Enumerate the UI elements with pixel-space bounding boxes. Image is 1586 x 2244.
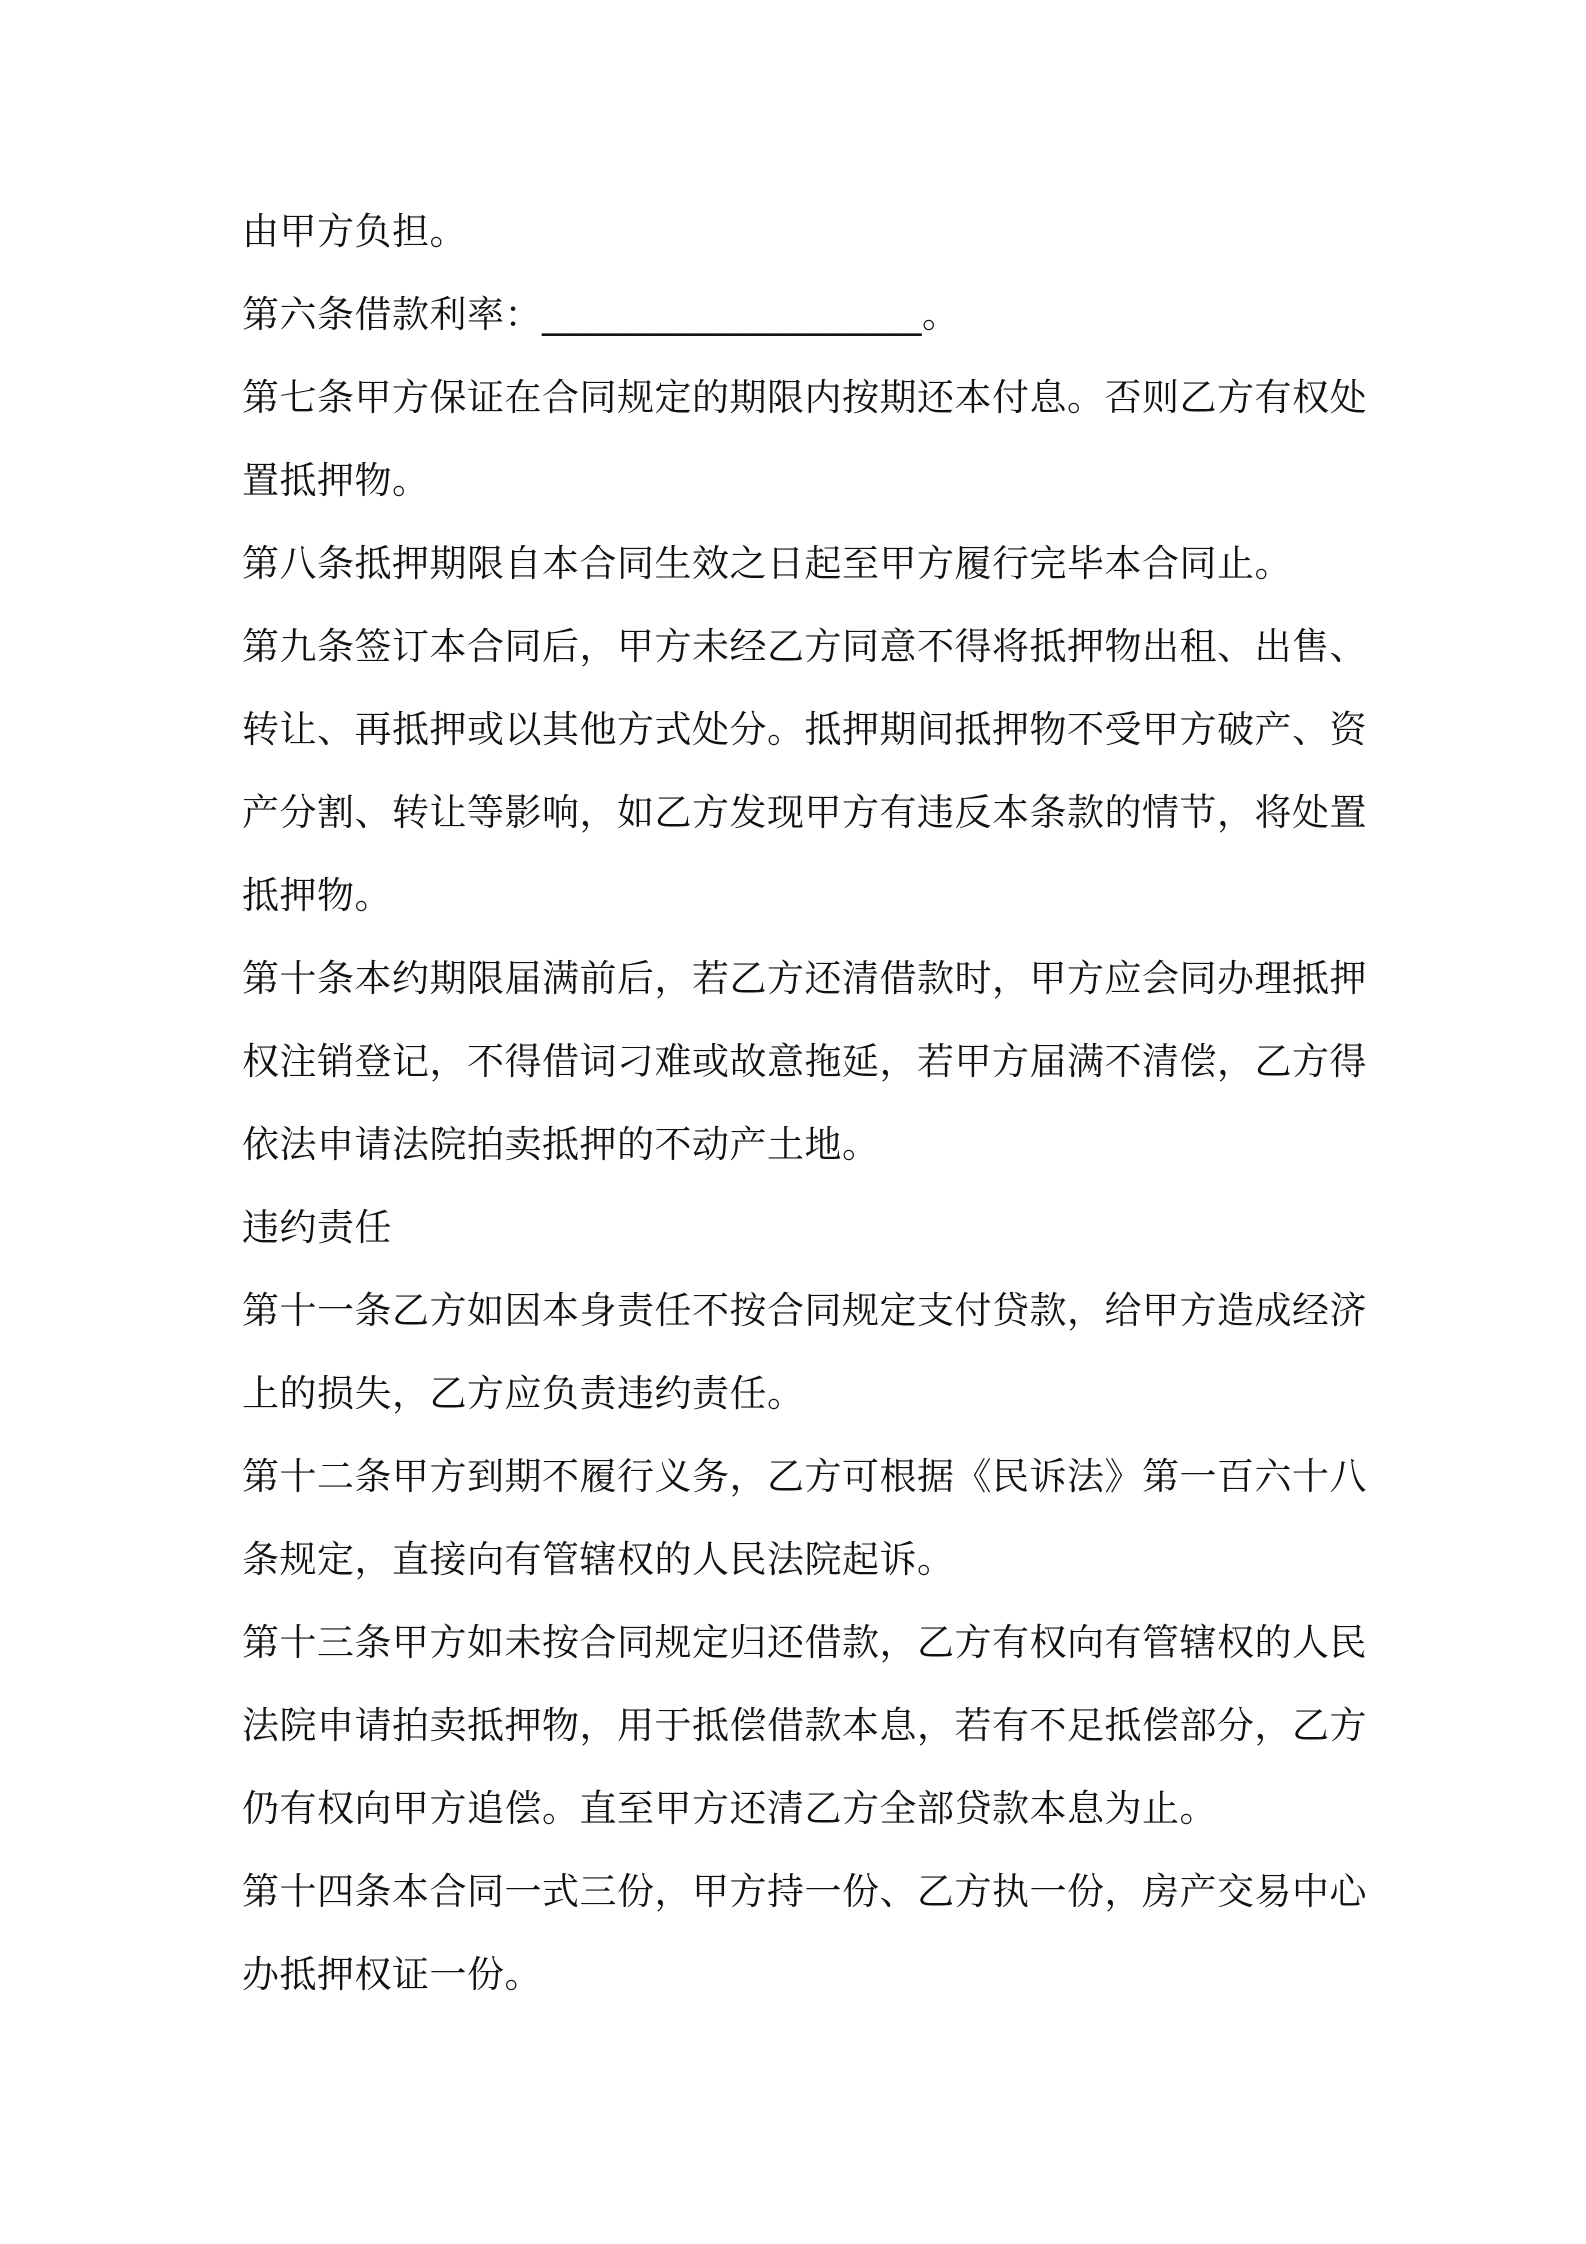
clause-9-line-4: 抵押物。 xyxy=(242,874,392,917)
clause-10-line-1: 第十条本约期限届满前后，若乙方还清借款时，甲方应会同办理抵押 xyxy=(242,957,1367,1000)
clause-11-line-2: 上的损失，乙方应负责违约责任。 xyxy=(242,1372,805,1415)
clause-9-line-1: 第九条签订本合同后，甲方未经乙方同意不得将抵押物出租、出售、 xyxy=(242,625,1367,668)
clause-9-line-3: 产分割、转让等影响，如乙方发现甲方有违反本条款的情节，将处置 xyxy=(242,791,1367,834)
clause-12-line-2: 条规定，直接向有管辖权的人民法院起诉。 xyxy=(242,1538,955,1581)
clause-11-line-1: 第十一条乙方如因本身责任不按合同规定支付贷款，给甲方造成经济 xyxy=(242,1289,1367,1332)
clause-12-line-1: 第十二条甲方到期不履行义务，乙方可根据《民诉法》第一百六十八 xyxy=(242,1455,1367,1498)
clause-14-line-1: 第十四条本合同一式三份，甲方持一份、乙方执一份，房产交易中心 xyxy=(242,1870,1367,1913)
clause-14-line-2: 办抵押权证一份。 xyxy=(242,1953,542,1996)
text-line: 由甲方负担。 xyxy=(242,210,467,253)
clause-8: 第八条抵押期限自本合同生效之日起至甲方履行完毕本合同止。 xyxy=(242,542,1292,585)
clause-7-line-2: 置抵押物。 xyxy=(242,459,430,502)
clause-7-line-1: 第七条甲方保证在合同规定的期限内按期还本付息。否则乙方有权处 xyxy=(242,376,1367,419)
clause-13-line-1: 第十三条甲方如未按合同规定归还借款，乙方有权向有管辖权的人民 xyxy=(242,1621,1367,1664)
clause-10-line-2: 权注销登记，不得借词刁难或故意拖延，若甲方届满不清偿，乙方得 xyxy=(242,1040,1367,1083)
section-heading-breach-liability: 违约责任 xyxy=(242,1206,392,1249)
clause-6-interest-rate: 第六条借款利率：____________________。 xyxy=(242,293,960,336)
document-body xyxy=(242,190,1367,2016)
clause-13-line-2: 法院申请拍卖抵押物，用于抵偿借款本息，若有不足抵偿部分，乙方 xyxy=(242,1704,1367,1747)
clause-9-line-2: 转让、再抵押或以其他方式处分。抵押期间抵押物不受甲方破产、资 xyxy=(242,708,1367,751)
clause-13-line-3: 仍有权向甲方追偿。直至甲方还清乙方全部贷款本息为止。 xyxy=(242,1787,1217,1830)
clause-10-line-3: 依法申请法院拍卖抵押的不动产土地。 xyxy=(242,1123,880,1166)
